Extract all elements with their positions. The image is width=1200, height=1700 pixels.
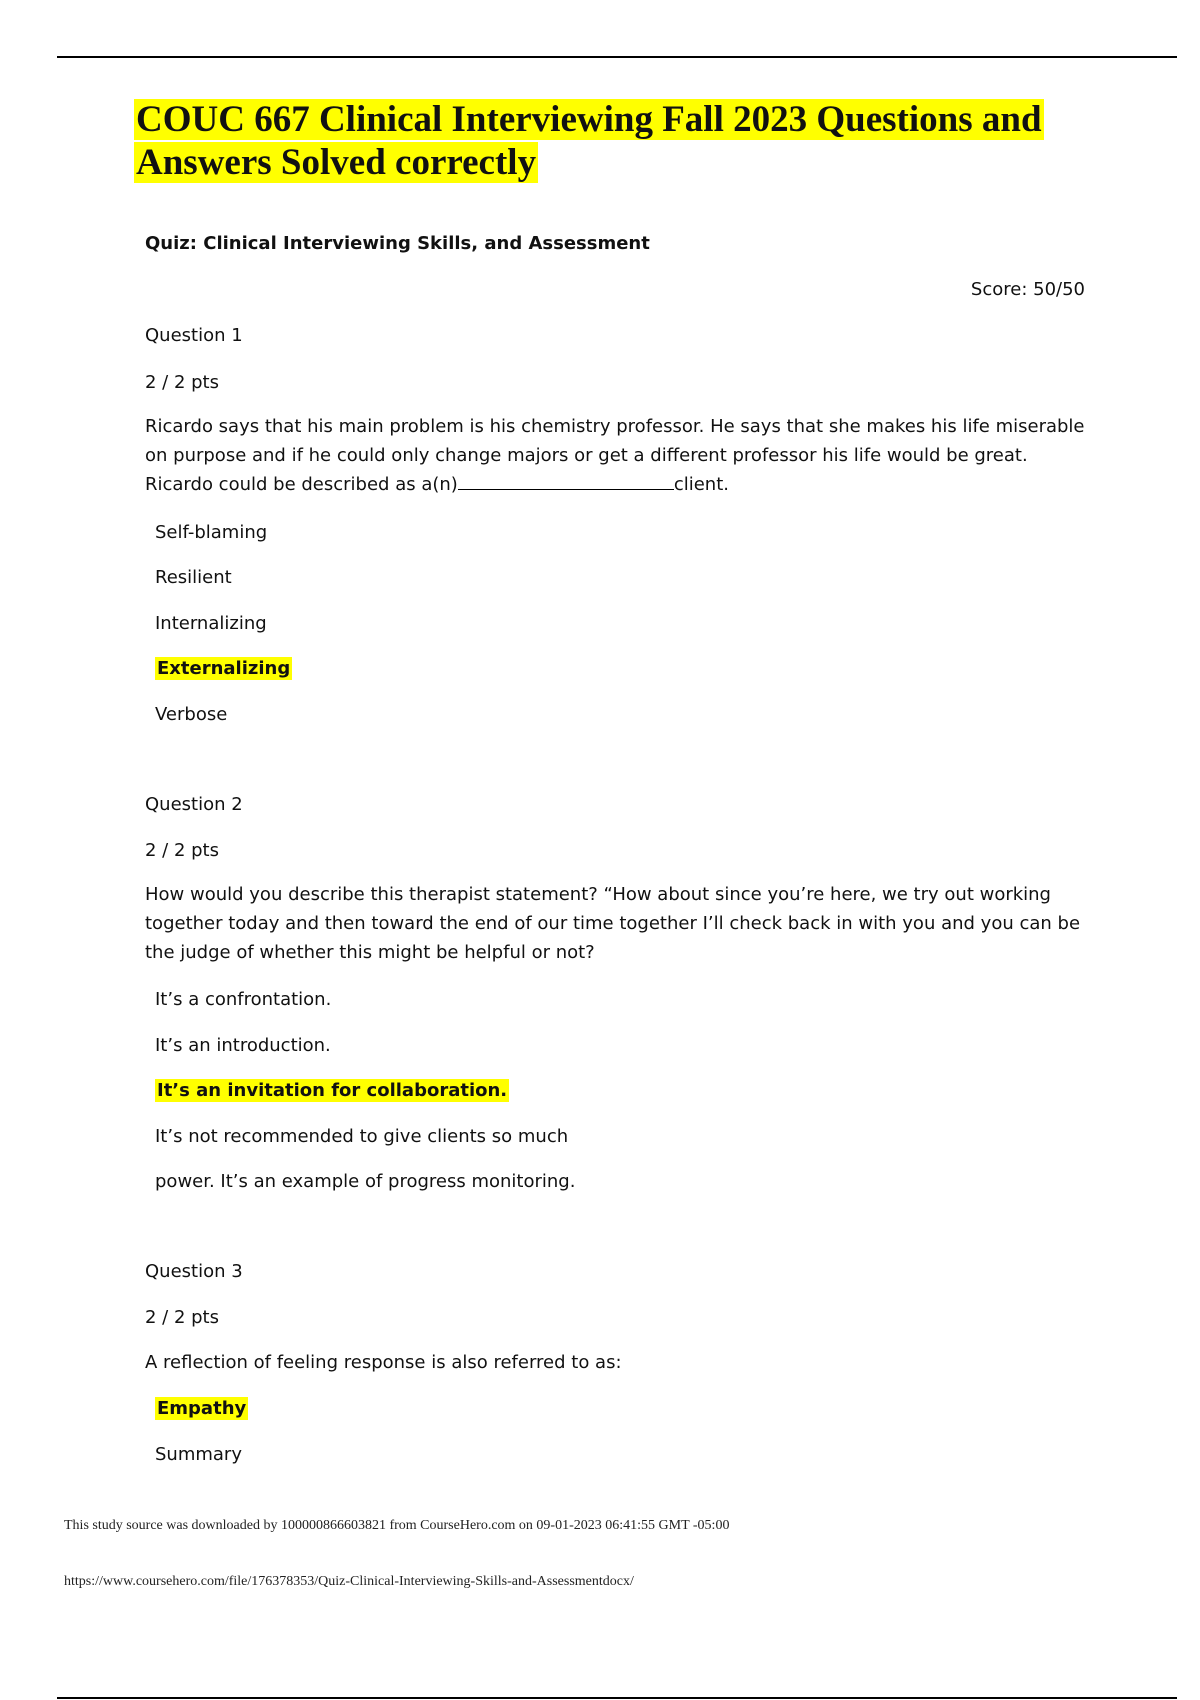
question-1-prompt-end: client. xyxy=(673,474,729,495)
q1-option-2: Resilient xyxy=(155,567,232,588)
q3-option-2: Summary xyxy=(155,1444,242,1465)
document-title xyxy=(134,98,1094,184)
question-1-points: 2 / 2 pts xyxy=(145,372,219,393)
download-source-line: This study source was downloaded by 100000866603821 from CourseHero.com on 09-01-2023 06:41:55 GMT -05:00 xyxy=(64,1518,730,1533)
question-1-prompt-text: Ricardo says that his main problem is his chemistry professor. He says that she makes his life miserable on purpose and if he could only change majors or get a different professor his life would be great. Ricardo could be described as a(n) xyxy=(145,416,1085,495)
q2-option-4: It’s not recommended to give clients so much xyxy=(155,1126,569,1147)
q1-option-4-correct: Externalizing xyxy=(157,658,291,679)
question-1-prompt xyxy=(145,412,1085,499)
q1-option-3: Internalizing xyxy=(155,613,267,634)
quiz-title: Quiz: Clinical Interviewing Skills, and Assessment xyxy=(145,233,650,254)
bottom-rule xyxy=(57,1697,1177,1699)
question-2-label: Question 2 xyxy=(145,794,243,815)
top-rule xyxy=(57,56,1177,58)
q1-option-1: Self-blaming xyxy=(155,522,268,543)
q2-option-5: power. It’s an example of progress monitoring. xyxy=(155,1171,576,1192)
q3-option-1-correct: Empathy xyxy=(157,1398,247,1419)
title-highlight: COUC 667 Clinical Interviewing Fall 2023 Questions and Answers Solved correctly xyxy=(136,99,1042,183)
question-3-points: 2 / 2 pts xyxy=(145,1307,219,1328)
q2-option-3-correct: It’s an invitation for collaboration. xyxy=(157,1080,508,1101)
q2-option-2: It’s an introduction. xyxy=(155,1035,331,1056)
question-3-label: Question 3 xyxy=(145,1261,243,1282)
q2-option-1: It’s a confrontation. xyxy=(155,989,332,1010)
question-2-prompt: How would you describe this therapist statement? “How about since you’re here, we try out working together today and then toward the end of our time together I’ll check back in with you and you can be the judge of whether this might be helpful or not? xyxy=(145,884,1081,963)
q1-option-5: Verbose xyxy=(155,704,228,725)
question-2-points: 2 / 2 pts xyxy=(145,840,219,861)
answer-blank xyxy=(458,471,674,490)
question-1-label: Question 1 xyxy=(145,325,243,346)
source-url-line[interactable]: https://www.coursehero.com/file/176378353/Quiz-Clinical-Interviewing-Skills-and-Assessmentdocx/ xyxy=(64,1574,634,1589)
score-label: Score: 50/50 xyxy=(970,279,1085,300)
question-3-prompt: A reflection of feeling response is also referred to as: xyxy=(145,1352,622,1373)
